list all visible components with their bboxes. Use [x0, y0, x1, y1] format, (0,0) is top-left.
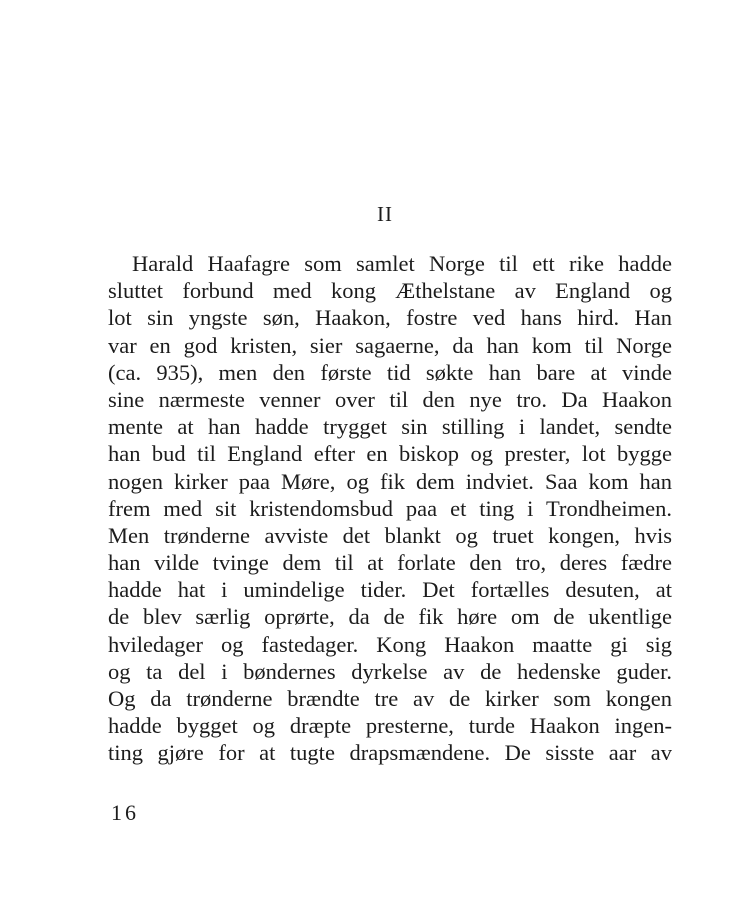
text-line: hviledager og fastedager. Kong Haakon maatte gi sig: [108, 631, 672, 657]
text-line: de blev særlig oprørte, da de fik høre om de ukentlige: [108, 604, 672, 630]
text-line: ting gjøre for at tugte drapsmændene. De sisste aar av: [108, 740, 672, 766]
text-line: Harald Haafagre som samlet Norge til ett rike hadde: [132, 251, 672, 276]
chapter-heading: II: [377, 202, 393, 226]
text-line: frem med sit kristendomsbud paa et ting i Trondheimen.: [108, 495, 672, 521]
text-line: Men trønderne avviste det blankt og truet kongen, hvis: [108, 522, 672, 548]
text-line: han vilde tvinge dem til at forlate den tro, deres fædre: [108, 550, 672, 576]
text-line: og ta del i bøndernes dyrkelse av de hedenske guder.: [108, 658, 672, 684]
page-number: 16: [111, 800, 139, 825]
text-line: han bud til England efter en biskop og prester, lot bygge: [108, 441, 672, 467]
text-line: nogen kirker paa Møre, og fik dem indviet. Saa kom han: [108, 468, 672, 494]
text-line: lot sin yngste søn, Haakon, fostre ved hans hird. Han: [108, 305, 672, 331]
text-line: (ca. 935), men den første tid søkte han bare at vinde: [108, 359, 672, 385]
text-line: sine nærmeste venner over til den nye tro. Da Haakon: [108, 386, 672, 412]
text-line: hadde hat i umindelige tider. Det fortælles desuten, at: [108, 577, 672, 603]
text-line: mente at han hadde trygget sin stilling i landet, sendte: [108, 414, 672, 440]
body-text: [108, 250, 672, 767]
text-line: hadde bygget og dræpte presterne, turde Haakon ingen-: [108, 713, 672, 739]
text-line: Og da trønderne brændte tre av de kirker som kongen: [108, 686, 672, 711]
text-line: var en god kristen, sier sagaerne, da han kom til Norge: [108, 332, 672, 358]
text-line: sluttet forbund med kong Æthelstane av England og: [108, 278, 672, 304]
